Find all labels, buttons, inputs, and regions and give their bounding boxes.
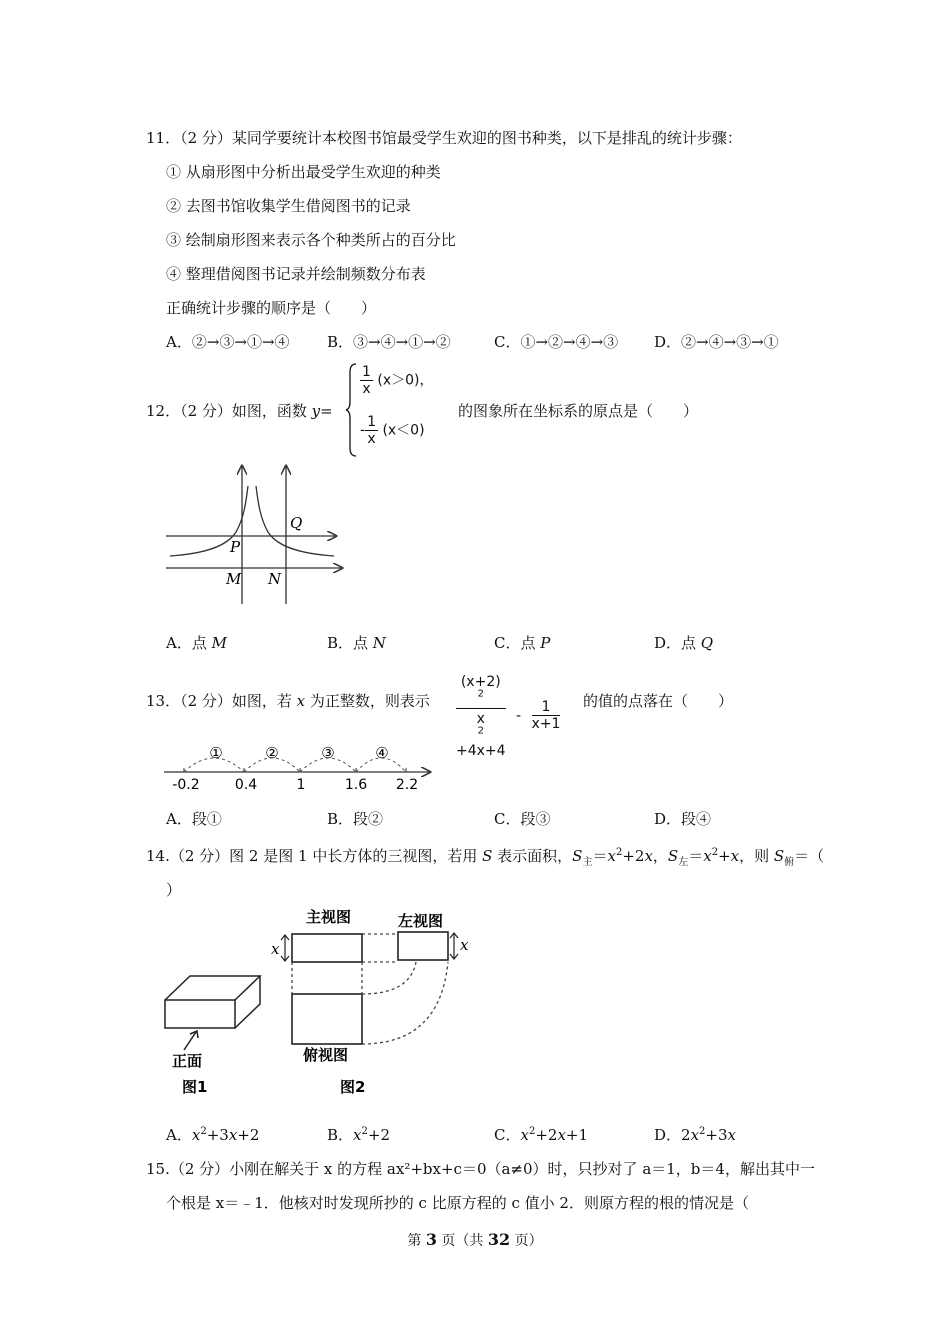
fig2-label: 图2 bbox=[340, 1078, 366, 1096]
q13-stem-suffix: 的值的点落在（ ） bbox=[583, 692, 734, 710]
q11-step-3: ③ 绘制扇形图来表示各个种类所占的百分比 bbox=[166, 231, 456, 249]
page-footer: 第 3 页（共 32 页） bbox=[407, 1230, 543, 1249]
q14-option-c[interactable]: C．$x^2+2x+1$ bbox=[494, 1126, 589, 1144]
q13-option-b[interactable]: B．段② bbox=[327, 810, 384, 828]
q11-option-a[interactable]: A．②→③→①→④ bbox=[166, 333, 290, 351]
q11-ask: 正确统计步骤的顺序是（ ） bbox=[166, 299, 377, 317]
main-view-label: 主视图 bbox=[306, 908, 352, 926]
left-view-rect bbox=[398, 932, 448, 960]
tick-label: 0.4 bbox=[234, 777, 258, 793]
segment-2-label: ② bbox=[265, 744, 279, 762]
q13-stem: 13．（2 分）如图，若 x 为正整数，则表示 bbox=[146, 692, 430, 710]
main-view-rect bbox=[292, 934, 362, 962]
q15-line-2: 个根是 x＝﹣1．他核对时发现所抄的 c 比原方程的 c 值小 2．则原方程的根的情况是（ bbox=[166, 1194, 749, 1212]
tick-label: 2.2 bbox=[395, 777, 419, 793]
tick-label: 1 bbox=[296, 777, 306, 793]
fig1-label: 图1 bbox=[182, 1078, 208, 1096]
q11-stem: 11．（2 分）某同学要统计本校图书馆最受学生欢迎的图书种类，以下是排乱的统计步骤： bbox=[146, 129, 742, 147]
left-view-label: 左视图 bbox=[398, 912, 444, 930]
q13-expression: (x+2) $^2$ x $^2$ +4x+4 - $\frac{1}{x+1}$ bbox=[456, 674, 561, 759]
q11-option-d[interactable]: D．②→④→③→① bbox=[654, 333, 779, 351]
q13-number-line bbox=[160, 738, 440, 796]
q14-option-b[interactable]: B．$x^2+2$ bbox=[327, 1126, 390, 1144]
q11-option-c[interactable]: C．①→②→④→③ bbox=[494, 333, 619, 351]
q12-brace bbox=[346, 362, 358, 458]
q15-line-1: 15.（2 分）小刚在解关于 x 的方程 ax²+bx+c＝0（a≠0）时，只抄对了 a＝1，b＝4，解出其中一 bbox=[146, 1160, 815, 1178]
label-p: P bbox=[230, 538, 241, 556]
label-m: M bbox=[226, 570, 242, 588]
q13-option-d[interactable]: D．段④ bbox=[654, 810, 712, 828]
top-view-label: 俯视图 bbox=[303, 1046, 349, 1064]
x-label-main: x bbox=[271, 940, 280, 958]
q14-figure bbox=[160, 900, 480, 1098]
q11-step-2: ② 去图书馆收集学生借阅图书的记录 bbox=[166, 197, 411, 215]
tick-label: -0.2 bbox=[172, 777, 200, 793]
q13-option-c[interactable]: C．段③ bbox=[494, 810, 551, 828]
tick-label: 1.6 bbox=[344, 777, 368, 793]
q12-option-a[interactable]: A．点 M bbox=[166, 634, 227, 652]
label-n: N bbox=[268, 570, 282, 588]
q12-option-c[interactable]: C．点 P bbox=[494, 634, 551, 652]
q14-option-d[interactable]: D．$2x^2+3x$ bbox=[654, 1126, 737, 1144]
cuboid bbox=[165, 976, 260, 1028]
q11-step-4: ④ 整理借阅图书记录并绘制频数分布表 bbox=[166, 265, 426, 283]
q14-option-a[interactable]: A．$x^2+3x+2$ bbox=[166, 1126, 260, 1144]
q12-case-2: - $\frac{1}{x}$ (x＜0) bbox=[360, 414, 425, 447]
top-view-rect bbox=[292, 994, 362, 1044]
q14-stem: 14.（2 分）图 2 是图 1 中长方体的三视图，若用 S 表示面积，$S_主=x^2+2x$，$S_左=x^2+x$，则 $S_俯=$（ bbox=[146, 847, 825, 868]
q12-case-1: $\frac{1}{x}$ (x＞0)， bbox=[362, 364, 434, 397]
q12-option-d[interactable]: D．点 Q bbox=[654, 634, 714, 652]
q11-option-b[interactable]: B．③→④→①→② bbox=[327, 333, 451, 351]
q12-graph bbox=[160, 462, 360, 612]
x-label-left: x bbox=[460, 936, 469, 954]
segment-3-label: ③ bbox=[321, 744, 335, 762]
label-q: Q bbox=[290, 514, 303, 532]
q13-option-a[interactable]: A．段① bbox=[166, 810, 222, 828]
segment-1-label: ① bbox=[209, 744, 223, 762]
q12-stem: 12．（2 分）如图，函数 y= bbox=[146, 402, 333, 420]
front-label: 正面 bbox=[172, 1052, 203, 1070]
q12-option-b[interactable]: B．点 N bbox=[327, 634, 386, 652]
segment-4-label: ④ bbox=[375, 744, 389, 762]
q12-stem-suffix: 的图象所在坐标系的原点是（ ） bbox=[458, 402, 699, 420]
q14-stem-close: ） bbox=[166, 881, 182, 899]
q11-step-1: ① 从扇形图中分析出最受学生欢迎的种类 bbox=[166, 163, 441, 181]
